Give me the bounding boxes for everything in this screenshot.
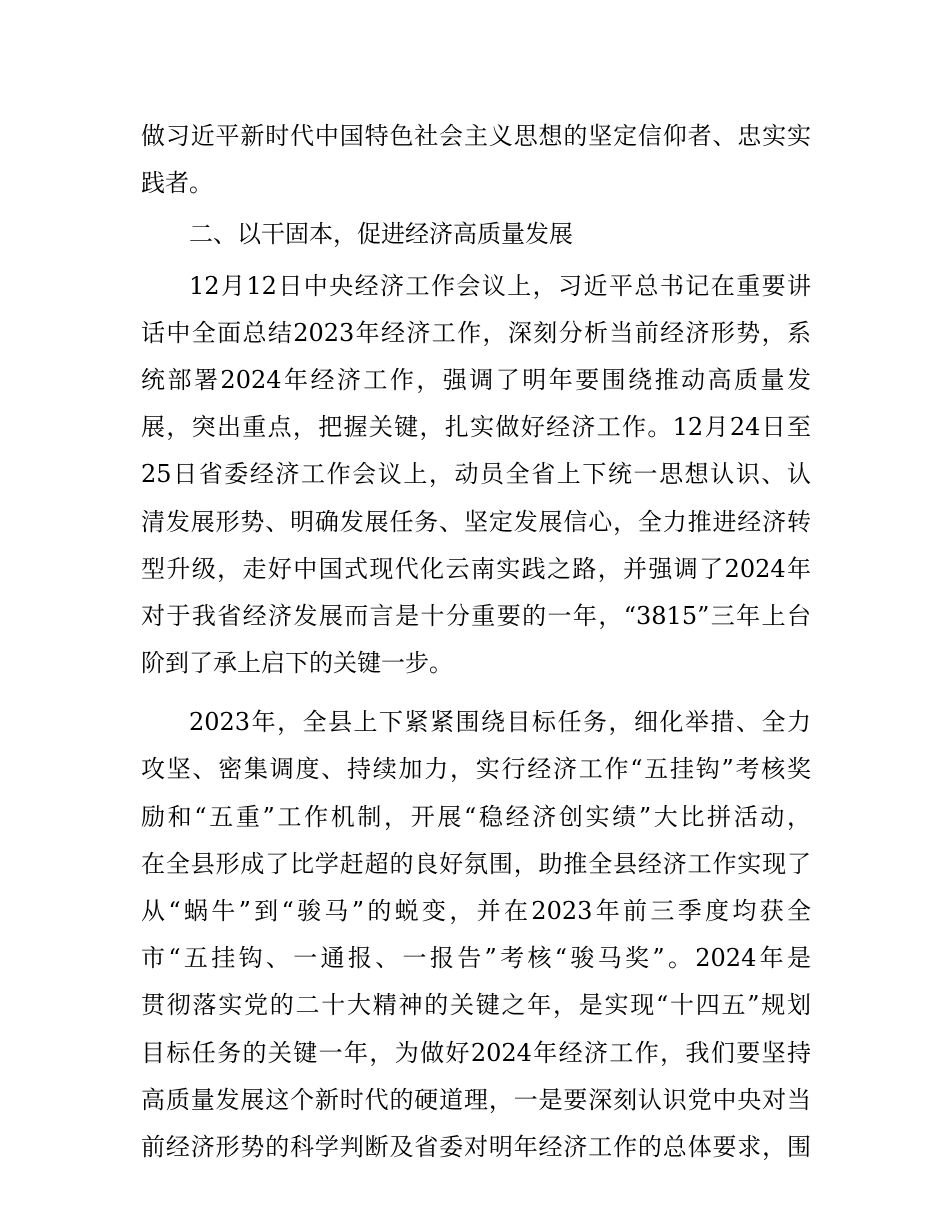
text-line: 清发展形势、明确发展任务、坚定发展信心，全力推进经济转 <box>141 507 811 536</box>
text-line: 贯彻落实党的二十大精神的关键之年，是实现“十四五”规划 <box>141 991 811 1020</box>
text-line: 攻坚、密集调度、持续加力，实行经济工作“五挂钩”考核奖 <box>141 755 811 784</box>
text-line: 话中全面总结2023年经济工作，深刻分析当前经济形势，系 <box>141 318 811 347</box>
section-heading <box>141 211 811 258</box>
text-line: 做习近平新时代中国特色社会主义思想的坚定信仰者、忠实实 <box>141 122 811 150</box>
paragraph-1 <box>141 113 811 207</box>
text-line: 践者。 <box>141 169 213 198</box>
paragraph-2 <box>141 263 811 688</box>
text-line: 市“五挂钩、一通报、一报告”考核“骏马奖”。2024年是 <box>141 944 811 973</box>
paragraph-3 <box>141 699 811 1171</box>
spacer <box>141 687 811 699</box>
text-line: 12月12日中央经济工作会议上，习近平总书记在重要讲 <box>189 271 811 300</box>
text-line: 阶到了承上启下的关键一步。 <box>141 649 453 678</box>
text-line: 励和“五重”工作机制，开展“稳经济创实绩”大比拼活动， <box>141 802 811 831</box>
text-line: 对于我省经济发展而言是十分重要的一年，“3815”三年上台 <box>141 601 811 630</box>
text-line: 前经济形势的科学判断及省委对明年经济工作的总体要求，围 <box>141 1132 811 1161</box>
text-line: 从“蜗牛”到“骏马”的蜕变，并在2023年前三季度均获全 <box>141 897 811 925</box>
text-line: 25日省委经济工作会议上，动员全省上下统一思想认识、认 <box>141 460 811 489</box>
text-line: 2023年，全县上下紧紧围绕目标任务，细化举措、全力 <box>189 708 811 737</box>
text-line: 展，突出重点，把握关键，扎实做好经济工作。12月24日至 <box>141 413 811 442</box>
text-line: 高质量发展这个新时代的硬道理，一是要深刻认识党中央对当 <box>141 1085 811 1114</box>
text-line: 在全县形成了比学赶超的良好氛围，助推全县经济工作实现了 <box>141 849 811 878</box>
heading-text: 二、以干固本，促进经济高质量发展 <box>189 220 573 249</box>
text-line: 型升级，走好中国式现代化云南实践之路，并强调了2024年 <box>141 554 811 583</box>
text-line: 目标任务的关键一年，为做好2024年经济工作，我们要坚持 <box>141 1038 811 1067</box>
document-body <box>141 113 811 1171</box>
text-line: 统部署2024年经济工作，强调了明年要围绕推动高质量发 <box>141 365 811 394</box>
